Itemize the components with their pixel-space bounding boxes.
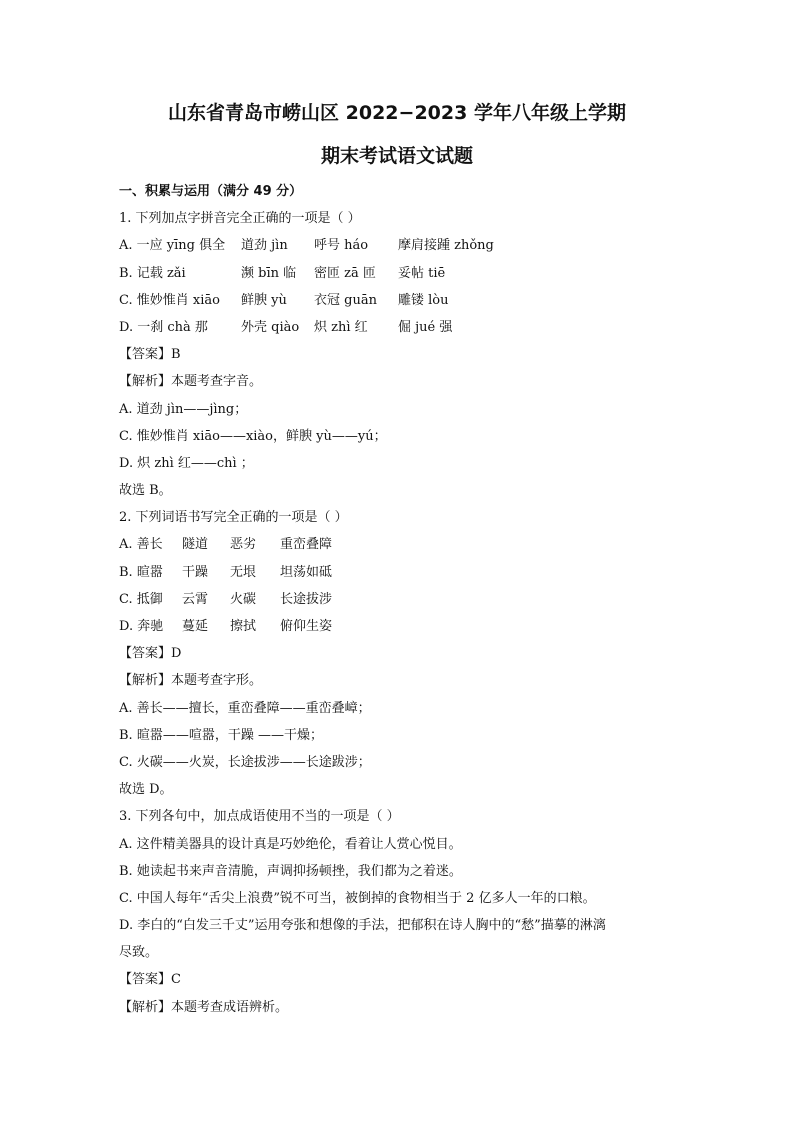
question-1-option-d (119, 314, 679, 341)
option-item: 雕镂 lòu (398, 292, 449, 308)
option-item: 长途拔涉 (280, 591, 333, 607)
question-3-option-c: C. 中国人每年“舌尖上浪费”锐不可当，被倒掉的食物相当于 2 亿多人一年的口粮。 (119, 890, 596, 906)
option-item: 云霄 (182, 591, 209, 607)
option-item: B. 暄嚣 (119, 564, 163, 580)
option-item: B. 记载 zǎi (119, 265, 186, 281)
analysis-detail: B. 暄嚣——喧嚣，干躁 ——干燥； (119, 727, 323, 743)
option-item: 无垠 (230, 564, 257, 580)
question-1-answer: 【答案】B (119, 347, 181, 363)
question-2-option-d (119, 613, 679, 640)
option-item: 恶劣 (230, 537, 257, 553)
question-3-option-a: A. 这件精美器具的设计真是巧妙绝伦，看着让人赏心悦目。 (119, 836, 462, 852)
option-item: 外壳 qiào (241, 319, 300, 335)
option-item: 呼号 háo (314, 238, 369, 254)
analysis-detail: A. 道劲 jìn——jìng； (119, 401, 248, 417)
option-item: 道劲 jìn (241, 238, 288, 254)
question-1-option-a (119, 232, 679, 259)
question-2-conclusion: 故选 D。 (119, 782, 173, 798)
option-item: 坦荡如砥 (280, 564, 333, 580)
option-item: D. 奔驰 (119, 619, 164, 634)
option-item: 擦拭 (230, 619, 257, 634)
question-2-answer: 【答案】D (119, 646, 182, 662)
option-item: 衣冠 guān (314, 292, 377, 308)
option-item: 密匝 zā 匝 (314, 265, 376, 281)
question-2-option-a (119, 531, 679, 558)
question-1-option-c (119, 287, 679, 314)
option-item: C. 抵御 (119, 591, 163, 607)
option-item: 俯仰生姿 (280, 619, 333, 634)
option-item: C. 惟妙惟肖 xiāo (119, 292, 220, 308)
analysis-detail: C. 火碳——火炭，长途拔涉——长途跋涉； (119, 754, 371, 770)
analysis-detail: A. 善长——擅长，重峦叠障——重峦叠嶂； (119, 700, 371, 716)
question-3-option-d: D. 李白的“白发三千丈”运用夸张和想像的手法，把郁积在诗人胸中的“愁”描摹的淋漓 (119, 918, 606, 934)
question-2-option-c (119, 586, 679, 613)
question-1-stem: 1. 下列加点字拼音完全正确的一项是（ ） (119, 211, 361, 227)
option-item: D. 一刹 chà 那 (119, 319, 208, 335)
option-item: 摩肩接踵 zhǒng (398, 238, 494, 254)
option-item: 重峦叠障 (280, 537, 333, 553)
option-item: A. 善长 (119, 537, 163, 553)
option-item: 炽 zhì 红 (314, 319, 368, 335)
analysis-detail: C. 惟妙惟肖 xiāo——xiào，鲜腴 yù——yú； (119, 428, 387, 444)
option-item: A. 一应 yīng 俱全 (119, 238, 226, 254)
option-item: 火碳 (230, 591, 257, 607)
question-3-analysis: 【解析】本题考查成语辨析。 (119, 999, 289, 1015)
question-2-option-b (119, 559, 679, 586)
question-3-answer: 【答案】C (119, 972, 181, 988)
option-item: 隧道 (182, 537, 209, 553)
document-body (119, 178, 679, 1021)
option-item: 蔓延 (182, 619, 209, 634)
question-1-option-b (119, 260, 679, 287)
question-3-stem: 3. 下列各句中，加点成语使用不当的一项是（ ） (119, 809, 400, 825)
option-item: 倔 jué 强 (398, 319, 453, 335)
question-3-option-d-continued: 尽致。 (119, 945, 159, 961)
page-title: 山东省青岛市崂山区 2022−2023 学年八年级上学期 (168, 102, 626, 124)
option-item: 干躁 (182, 564, 209, 580)
option-item: 妥帖 tiē (398, 265, 446, 281)
page-subtitle: 期末考试语文试题 (320, 145, 473, 167)
question-1-conclusion: 故选 B。 (119, 483, 172, 499)
analysis-detail: D. 炽 zhì 红——chì ； (119, 455, 254, 471)
question-1-analysis: 【解析】本题考查字音。 (119, 374, 263, 390)
option-item: 鲜腴 yù (241, 292, 287, 308)
section-heading: 一、积累与运用（满分 49 分） (119, 184, 303, 199)
question-2-analysis: 【解析】本题考查字形。 (119, 673, 263, 689)
question-3-option-b: B. 她读起书来声音清脆，声调抑扬顿挫，我们都为之着迷。 (119, 863, 462, 879)
option-item: 濒 bīn 临 (241, 265, 297, 281)
question-2-stem: 2. 下列词语书写完全正确的一项是（ ） (119, 510, 348, 526)
